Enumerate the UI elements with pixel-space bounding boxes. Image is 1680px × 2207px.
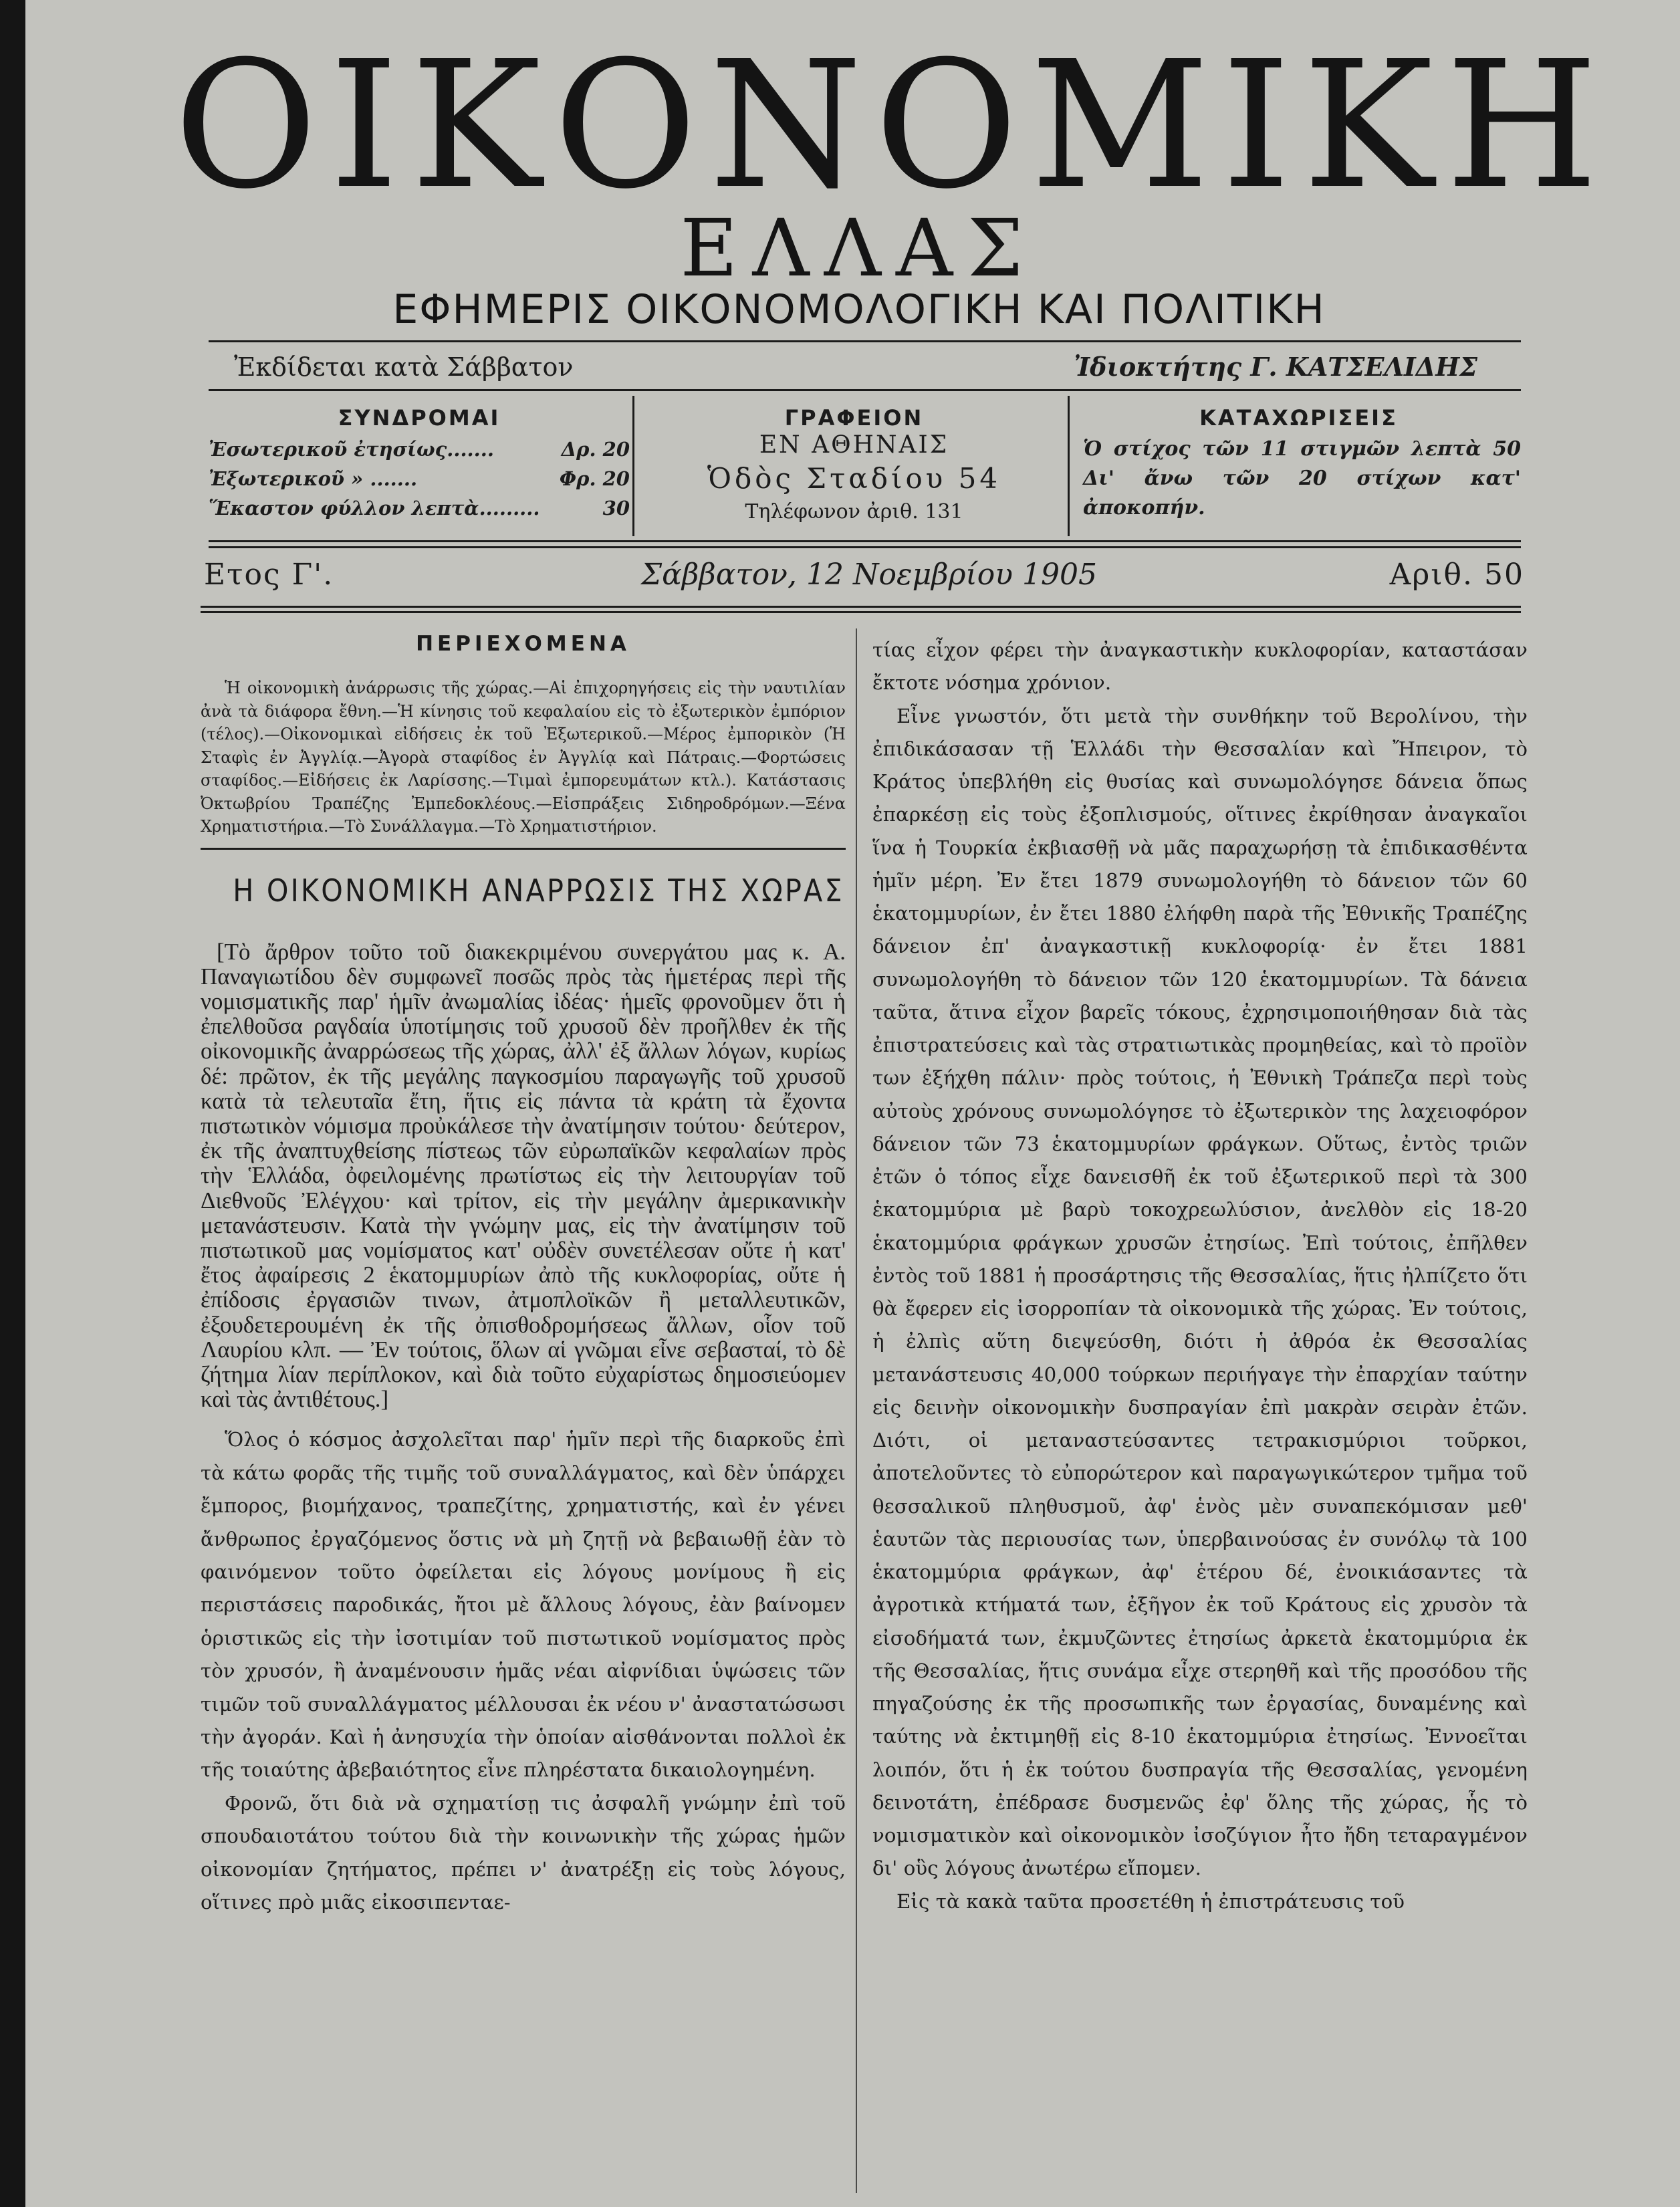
divider [209,540,1521,542]
office-city: ΕΝ ΑΘΗΝΑΙΣ [759,431,949,459]
masthead-title: ΟΙΚΟΝΟΜΙΚΗ [174,23,1610,227]
publication-frequency: Ἐκδίδεται κατὰ Σάββατον [234,352,574,382]
subscription-row [209,435,630,464]
masthead-tagline: ΕΦΗΜΕΡΙΣ ΟΙΚΟΝΟΜΟΛΟΓΙΚΗ ΚΑΙ ΠΟΛΙΤΙΚΗ [392,286,1326,333]
ads-heading: ΚΑΤΑΧΩΡΙΣΕΙΣ [1199,405,1398,431]
subscription-label: Ἕκαστον φύλλον λεπτὰ......... [209,497,540,519]
article-paragraph: Εἰς τὰ κακὰ ταῦτα προσετέθη ἡ ἐπιστράτευσις τοῦ [896,1889,1405,1913]
subscription-value: Φρ. 20 [559,467,630,490]
divider [201,848,846,850]
column-divider [856,628,857,2193]
ads-text: Ὁ στίχος τῶν 11 στιγμῶν λεπτὰ 50 Δι' ἄνω τῶν 20 στίχων κατ' ἀποκοπήν. [1083,437,1521,519]
divider [201,611,1521,613]
subscriptions-box [209,401,630,535]
divider [209,340,1521,342]
subscription-row [209,493,630,523]
office-heading: ΓΡΑΦΕΙΟΝ [784,405,924,431]
binding-edge [0,0,25,2207]
article-intro: [Τὸ ἄρθρον τοῦτο τοῦ διακεκριμένου συνεργάτου μας κ. Α. Παναγιωτίδου δὲν συμφωνεῖ ποσῶς πρὸς τὰς ἡμετέρας περὶ τῆς νομισματικῆς παρ' ἡμῖν ἀνωμαλίας ἰδέας· ἡμεῖς φρονοῦμεν ὅτι ἡ ἐπελθοῦσα ραγδαία ὑποτίμησις τοῦ χρυσοῦ δὲν προῆλθεν ἐκ τῆς οἰκονομικῆς ἀναρρώσεως τῆς χώρας, ἀλλ' ἐξ ἄλλων λόγων, κυρίως δέ: πρῶτον, ἐκ τῆς μεγάλης παγκοσμίου παραγωγῆς τοῦ χρυσοῦ κατὰ τὰ τελευταῖα ἔτη, ἥτις εἰς πάντα τὰ κράτη τὰ ἔχοντα πιστωτικὸν νόμισμα προὐκάλεσε τὴν ἀνατίμησιν τούτου· δεύτερον, ἐκ τῆς ἀναπτυχθείσης πίστεως τῶν εὐρωπαϊκῶν κεφαλαίων πρὸς τὴν Ἑλλάδα, ὀφειλομένης πρωτίστως εἰς τὴν λειτουργίαν τοῦ Διεθνοῦς Ἐλέγχου· καὶ τρίτον, εἰς τὴν μεγάλην ἀμερικανικὴν μετανάστευσιν. Κατὰ τὴν γνώμην μας, εἰς τὴν ἀνατίμησιν τοῦ πιστωτικοῦ μας νομίσματος κατ' οὐδὲν συνετέλεσαν οὔτε ἡ κατ' ἔτος ἀφαίρεσις 2 ἑκατομμυρίων ἀπὸ τῆς κυκλοφορίας, οὔτε ἡ ἐπίδοσις ἐργασιῶν τινων, ἀτμοπλοϊκῶν ἢ μεταλλευτικῶν, ἐξουδετερουμένη ἐκ τῆς ὀπισθοδρομήσεως ἄλλων, οἷον τοῦ Λαυρίου κλπ. — Ἐν τούτοις, ὅλων αἱ γνῶμαι εἶνε σεβασταί, τὸ δὲ ζήτημα λίαν περίπλοκον, καὶ διὰ τοῦτο εὐχαρίστως δημοσιεύομεν καὶ τὰς ἀντιθέτους.] [201,938,846,1413]
article-paragraph: τίας εἶχον φέρει τὴν ἀναγκαστικὴν κυκλοφορίαν, καταστάσαν ἔκτοτε νόσημα χρόνιον. [872,638,1528,695]
article-paragraph: Ὅλος ὁ κόσμος ἀσχολεῖται παρ' ἡμῖν περὶ τῆς διαρκοῦς ἐπὶ τὰ κάτω φορᾶς τῆς τιμῆς τοῦ συναλλάγματος, καὶ δὲν ὑπάρχει ἔμπορος, βιομήχανος, τραπεζίτης, χρηματιστής, καὶ ἐν γένει ἄνθρωπος ἐργαζόμενος ὅστις νὰ μὴ ζητῇ νὰ βεβαιωθῇ ἐὰν τὸ φαινόμενον τοῦτο ὀφείλεται εἰς λόγους μονίμους ἢ εἰς περιστάσεις παροδικάς, ἤτοι μὲ ἄλλους λόγους, ἐὰν βαίνομεν ὁριστικῶς εἰς τὴν ἰσοτιμίαν τοῦ πιστωτικοῦ νομίσματος πρὸς τὸν χρυσόν, ἢ ἀναμένουσιν ἡμᾶς νέαι αἰφνίδιαι ὑψώσεις τῶν τιμῶν τοῦ συναλλάγματος μέλλουσαι ἐκ νέου ν' ἀναστατώσωσι τὴν ἀγοράν. Καὶ ἡ ἀνησυχία τὴν ὁποίαν αἰσθάνονται πολλοὶ ἐκ τῆς τοιαύτης ἀβεβαιότητος εἶνε πληρέστατα δικαιολογημένη. [201,1428,846,1782]
subscription-label: Ἐξωτερικοῦ » ....... [209,467,418,490]
subscription-label: Ἐσωτερικοῦ ἐτησίως....... [209,438,494,461]
issue-number: Αριθ. 50 [1389,558,1524,592]
ads-box [1076,401,1521,535]
contents-text: Ἡ οἰκονομικὴ ἀνάρρωσις τῆς χώρας.—Αἱ ἐπιχορηγήσεις εἰς τὴν ναυτιλίαν ἀνὰ τὰ διάφορα ἔθνη.—Ἡ κίνησις τοῦ κεφαλαίου εἰς τὸ ἐξωτερικὸν ἐμπόριον (τέλος).—Οἰκονομικαὶ εἰδήσεις ἐκ τοῦ Ἐξωτερικοῦ.—Μέρος ἐμπορικὸν (Ἡ Σταφὶς ἐν Ἀγγλίᾳ.—Ἀγορὰ σταφίδος ἐν Ἀγγλίᾳ καὶ Πάτραις.—Φορτώσεις σταφίδος.—Εἰδήσεις ἐκ Λαρίσσης.—Τιμαὶ ἐμπορευμάτων κτλ.). Κατάστασις Ὀκτωβρίου Τραπέζης Ἐμπεδοκλέους.—Εἰσπράξεις Σιδηροδρόμων.—Ξένα Χρηματιστήρια.—Τὸ Συνάλλαγμα.—Τὸ Χρηματιστήριον. [201,679,846,836]
divider [209,389,1521,391]
contents-heading: ΠΕΡΙΕΧΟΜΕΝΑ [416,632,630,656]
article-paragraph: Φρονῶ, ὅτι διὰ νὰ σχηματίσῃ τις ἀσφαλῆ γνώμην ἐπὶ τοῦ σπουδαιοτάτου τούτου διὰ τὴν κοινωνικὴν τῆς χώρας ἡμῶν οἰκονομίαν ζητήματος, πρέπει ν' ἀνατρέξῃ εἰς τοὺς λόγους, οἵτινες πρὸ μιᾶς εἰκοσιπενταε- [201,1791,846,1914]
masthead-subtitle: ΕΛΛΑΣ [680,202,1038,294]
divider [201,606,1521,608]
column-divider [632,396,634,536]
issue-date: Σάββατον, 12 Νοεμβρίου 1905 [641,558,1097,592]
subscription-row [209,464,630,493]
subscription-value: 30 [602,497,630,519]
subscription-value: Δρ. 20 [561,438,630,461]
subscriptions-heading: ΣΥΝΔΡΟΜΑΙ [338,405,501,431]
owner-line: Ἰδιοκτήτης Γ. ΚΑΤΣΕΛΙΔΗΣ [1074,352,1477,382]
column-divider [1068,396,1070,536]
article-title: Η ΟΙΚΟΝΟΜΙΚΗ ΑΝΑΡΡΩΣΙΣ ΤΗΣ ΧΩΡΑΣ [233,872,844,909]
year-label: Ετος Γ'. [204,558,334,592]
office-street: Ὁδὸς Σταδίου 54 [707,462,1001,495]
office-phone: Τηλέφωνον ἀριθ. 131 [745,500,963,524]
left-column [201,628,846,1919]
right-column [872,634,1528,1918]
article-paragraph: Εἶνε γνωστόν, ὅτι μετὰ τὴν συνθήκην τοῦ Βερολίνου, τὴν ἐπιδικάσασαν τῇ Ἑλλάδι τὴν Θεσσαλίαν καὶ Ἤπειρον, τὸ Κράτος ὑπεβλήθη εἰς θυσίας καὶ συνωμολόγησε δάνεια ὅπως ἐπαρκέσῃ εἰς τοὺς ἐξοπλισμούς, οἵτινες ἐκρίθησαν ἀναγκαῖοι ἵνα ἡ Τουρκία ἐκβιασθῇ νὰ μᾶς παραχωρήσῃ τὰ ἐπιδικασθέντα ἡμῖν μέρη. Ἐν ἔτει 1879 συνωμολογήθη τὸ δάνειον τῶν 60 ἑκατομμυρίων, ἐν ἔτει 1880 ἐλήφθη παρὰ τῆς Ἐθνικῆς Τραπέζης δάνειον ἐπ' ἀναγκαστικῇ κυκλοφορίᾳ· ἐν ἔτει 1881 συνωμολογήθη τὸ δάνειον τῶν 120 ἑκατομμυρίων. Τὰ δάνεια ταῦτα, ἅτινα εἶχον βαρεῖς τόκους, ἐχρησιμοποιήθησαν διὰ τὰς ἐπιστρατεύσεις καὶ τὰς στρατιωτικὰς προμηθείας, καὶ τὸ προϊὸν των ἐξήχθη πάλιν· πρὸς τούτοις, ἡ Ἐθνικὴ Τράπεζα περὶ τοὺς αὐτοὺς χρόνους συνωμολόγησε τὸ ἐξωτερικὸν της λαχειοφόρον δάνειον τῶν 73 ἑκατομμυρίων φράγκων. Οὕτως, ἐντὸς τριῶν ἐτῶν ὁ τόπος εἶχε δανεισθῆ ἐκ τοῦ ἐξωτερικοῦ περὶ τὰ 300 ἑκατομμύρια μὲ βαρὺ τοκοχρεωλύσιον, ἀνελθὸν εἰς 18-20 ἑκατομμύρια φράγκων χρυσῶν ἐτησίως. Ἐπὶ τούτοις, ἐπῆλθεν ἐντὸς τοῦ 1881 ἡ προσάρτησις τῆς Θεσσαλίας, ἥτις ἠλπίζετο ὅτι θὰ ἔφερεν εἰς ἰσορροπίαν τὰ οἰκονομικὰ τῆς χώρας. Ἐν τούτοις, ἡ ἐλπὶς αὕτη διεψεύσθη, διότι ἡ ἀθρόα ἐκ Θεσσαλίας μετανάστευσις 40,000 τούρκων περιήγαγε τὴν ἐπαρχίαν ταύτην εἰς δεινὴν οἰκονομικὴν δυσπραγίαν ἐπὶ μακρὰν σειρὰν ἐτῶν. Διότι, οἱ μεταναστεύσαντες τετρακισμύριοι τοῦρκοι, ἀποτελοῦντες τὸ εὐπορώτερον καὶ παραγωγικώτερον τμῆμα τοῦ θεσσαλικοῦ πληθυσμοῦ, ἀφ' ἑνὸς μὲν συναπεκόμισαν μεθ' ἑαυτῶν τὰς περιουσίας των, ὑπερβαινούσας ἐν συνόλῳ τὰ 100 ἑκατομμύρια φράγκων, ἀφ' ἑτέρου δέ, ἐνοικιάσαντες τὰ ἀγροτικὰ κτήματά των, ἐξῆγον ἐκ τοῦ Κράτους εἰς χρυσὸν τὰ εἰσοδήματά των, ἐκμυζῶντες ἐτησίως ἀρκετὰ ἑκατομμύρια ἐκ τῆς Θεσσαλίας, ἥτις συνάμα εἶχε στερηθῆ καὶ τῆς προσόδου τῆς πηγαζούσης ἐκ τῆς προσωπικῆς των ἐργασίας, δυναμένης καὶ ταύτης νὰ ἐκτιμηθῇ εἰς 8-10 ἑκατομμύρια ἐτησίως. Ἐννοεῖται λοιπόν, ὅτι ἡ ἐκ τούτου δυσπραγία τῆς Θεσσαλίας, γενομένη δεινοτάτη, ἐπέδρασε δυσμενῶς ἐφ' ὅλης τῆς χώρας, ἧς τὸ νομισματικὸν καὶ οἰκονομικὸν ἰσοζύγιον ἦτο ἤδη τεταραγμένον δι' οὓς λόγους ἀνωτέρω εἴπομεν. [872,704,1528,1880]
office-box [642,401,1066,535]
